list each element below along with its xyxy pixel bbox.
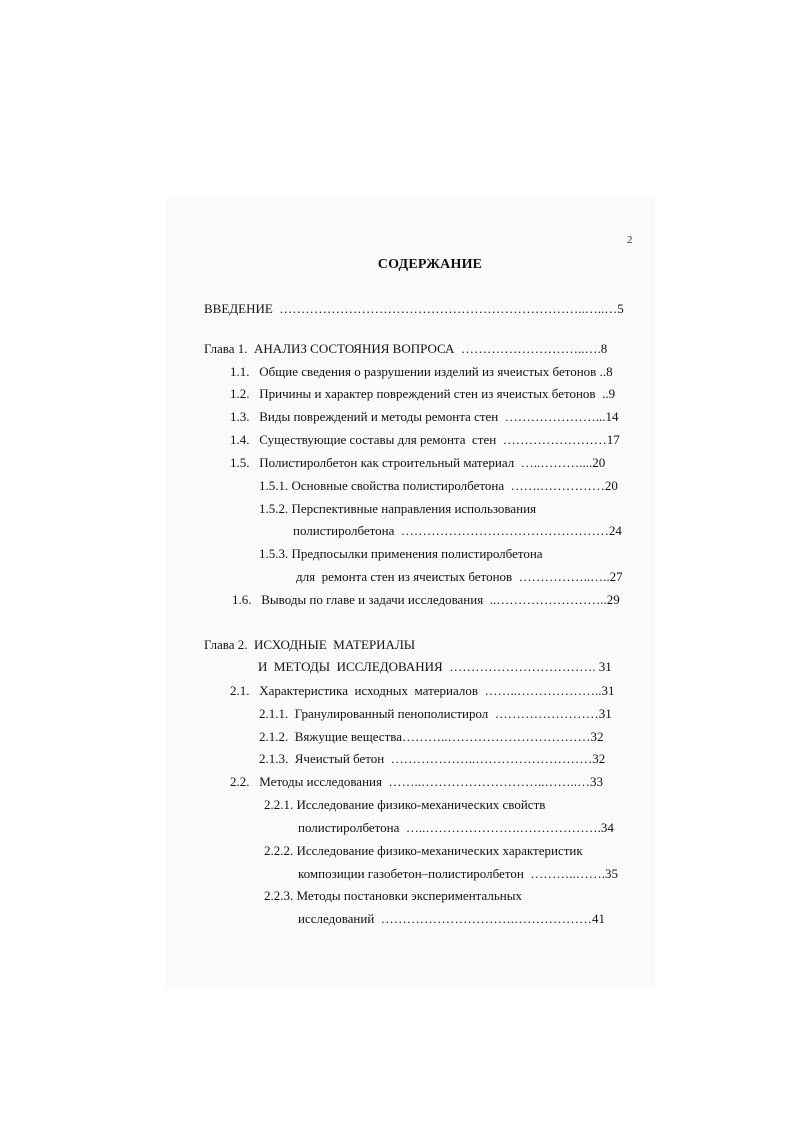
toc-subsection-1-5-2-cont: полистиролбетона …………………………………………24 bbox=[293, 523, 622, 538]
page-number: 2 bbox=[627, 234, 633, 246]
toc-chapter-2: Глава 2. ИСХОДНЫЕ МАТЕРИАЛЫ bbox=[204, 637, 416, 652]
toc-subsection-1-5-2: 1.5.2. Перспективные направления использования bbox=[259, 501, 537, 516]
toc-subsection-2-2-2-cont: композиции газобетон–полистиролбетон ………..…….35 bbox=[298, 866, 619, 881]
toc-section-2-2: 2.2. Методы исследования ……..………………………..……..…33 bbox=[230, 774, 603, 789]
toc-subsection-2-1-3: 2.1.3. Ячеистый бетон ………………..………………………32 bbox=[259, 751, 606, 766]
toc-subsection-2-2-2: 2.2.2. Исследование физико-механических характеристик bbox=[264, 843, 583, 858]
toc-section-1-1: 1.1. Общие сведения о разрушении изделий из ячеистых бетонов ..8 bbox=[230, 364, 613, 379]
toc-subsection-1-5-3-cont: для ремонта стен из ячеистых бетонов ……………..…..27 bbox=[296, 569, 623, 584]
toc-subsection-2-2-3-cont: исследований ………………………….………………41 bbox=[298, 911, 606, 926]
toc-chapter-2-cont: И МЕТОДЫ ИССЛЕДОВАНИЯ ……………………………. 31 bbox=[258, 659, 612, 674]
toc-section-1-5: 1.5. Полистиролбетон как строительный материал …..………....20 bbox=[230, 455, 606, 470]
toc-section-1-6: 1.6. Выводы по главе и задачи исследования ..……………………..29 bbox=[232, 592, 620, 607]
toc-subsection-1-5-3: 1.5.3. Предпосылки применения полистиролбетона bbox=[259, 546, 543, 561]
toc-section-1-3: 1.3. Виды повреждений и методы ремонта стен …………………...14 bbox=[230, 409, 619, 424]
toc-section-2-1: 2.1. Характеристика исходных материалов ……..………………..31 bbox=[230, 683, 615, 698]
toc-chapter-1: Глава 1. АНАЛИЗ СОСТОЯНИЯ ВОПРОСА ………………………..….8 bbox=[204, 341, 608, 356]
page-title: СОДЕРЖАНИЕ bbox=[377, 257, 483, 272]
toc-subsection-2-2-1-cont: полистиролбетона …..………………….……………….34 bbox=[298, 820, 614, 835]
toc-subsection-2-2-3: 2.2.3. Методы постановки экспериментальных bbox=[264, 888, 522, 903]
toc-subsection-2-2-1: 2.2.1. Исследование физико-механических свойств bbox=[264, 797, 546, 812]
toc-section-1-2: 1.2. Причины и характер повреждений стен из ячеистых бетонов ..9 bbox=[230, 386, 616, 401]
toc-subsection-1-5-1: 1.5.1. Основные свойства полистиролбетона …….……………20 bbox=[259, 478, 618, 493]
toc-intro: ВВЕДЕНИЕ ……………………………………………………………..…..…5 bbox=[204, 301, 624, 316]
toc-section-1-4: 1.4. Существующие составы для ремонта стен ……………………17 bbox=[230, 432, 620, 447]
toc-subsection-2-1-1: 2.1.1. Гранулированный пенополистирол ……………………31 bbox=[259, 706, 612, 721]
toc-subsection-2-1-2: 2.1.2. Вяжущие вещества………..……………………………32 bbox=[259, 729, 604, 744]
